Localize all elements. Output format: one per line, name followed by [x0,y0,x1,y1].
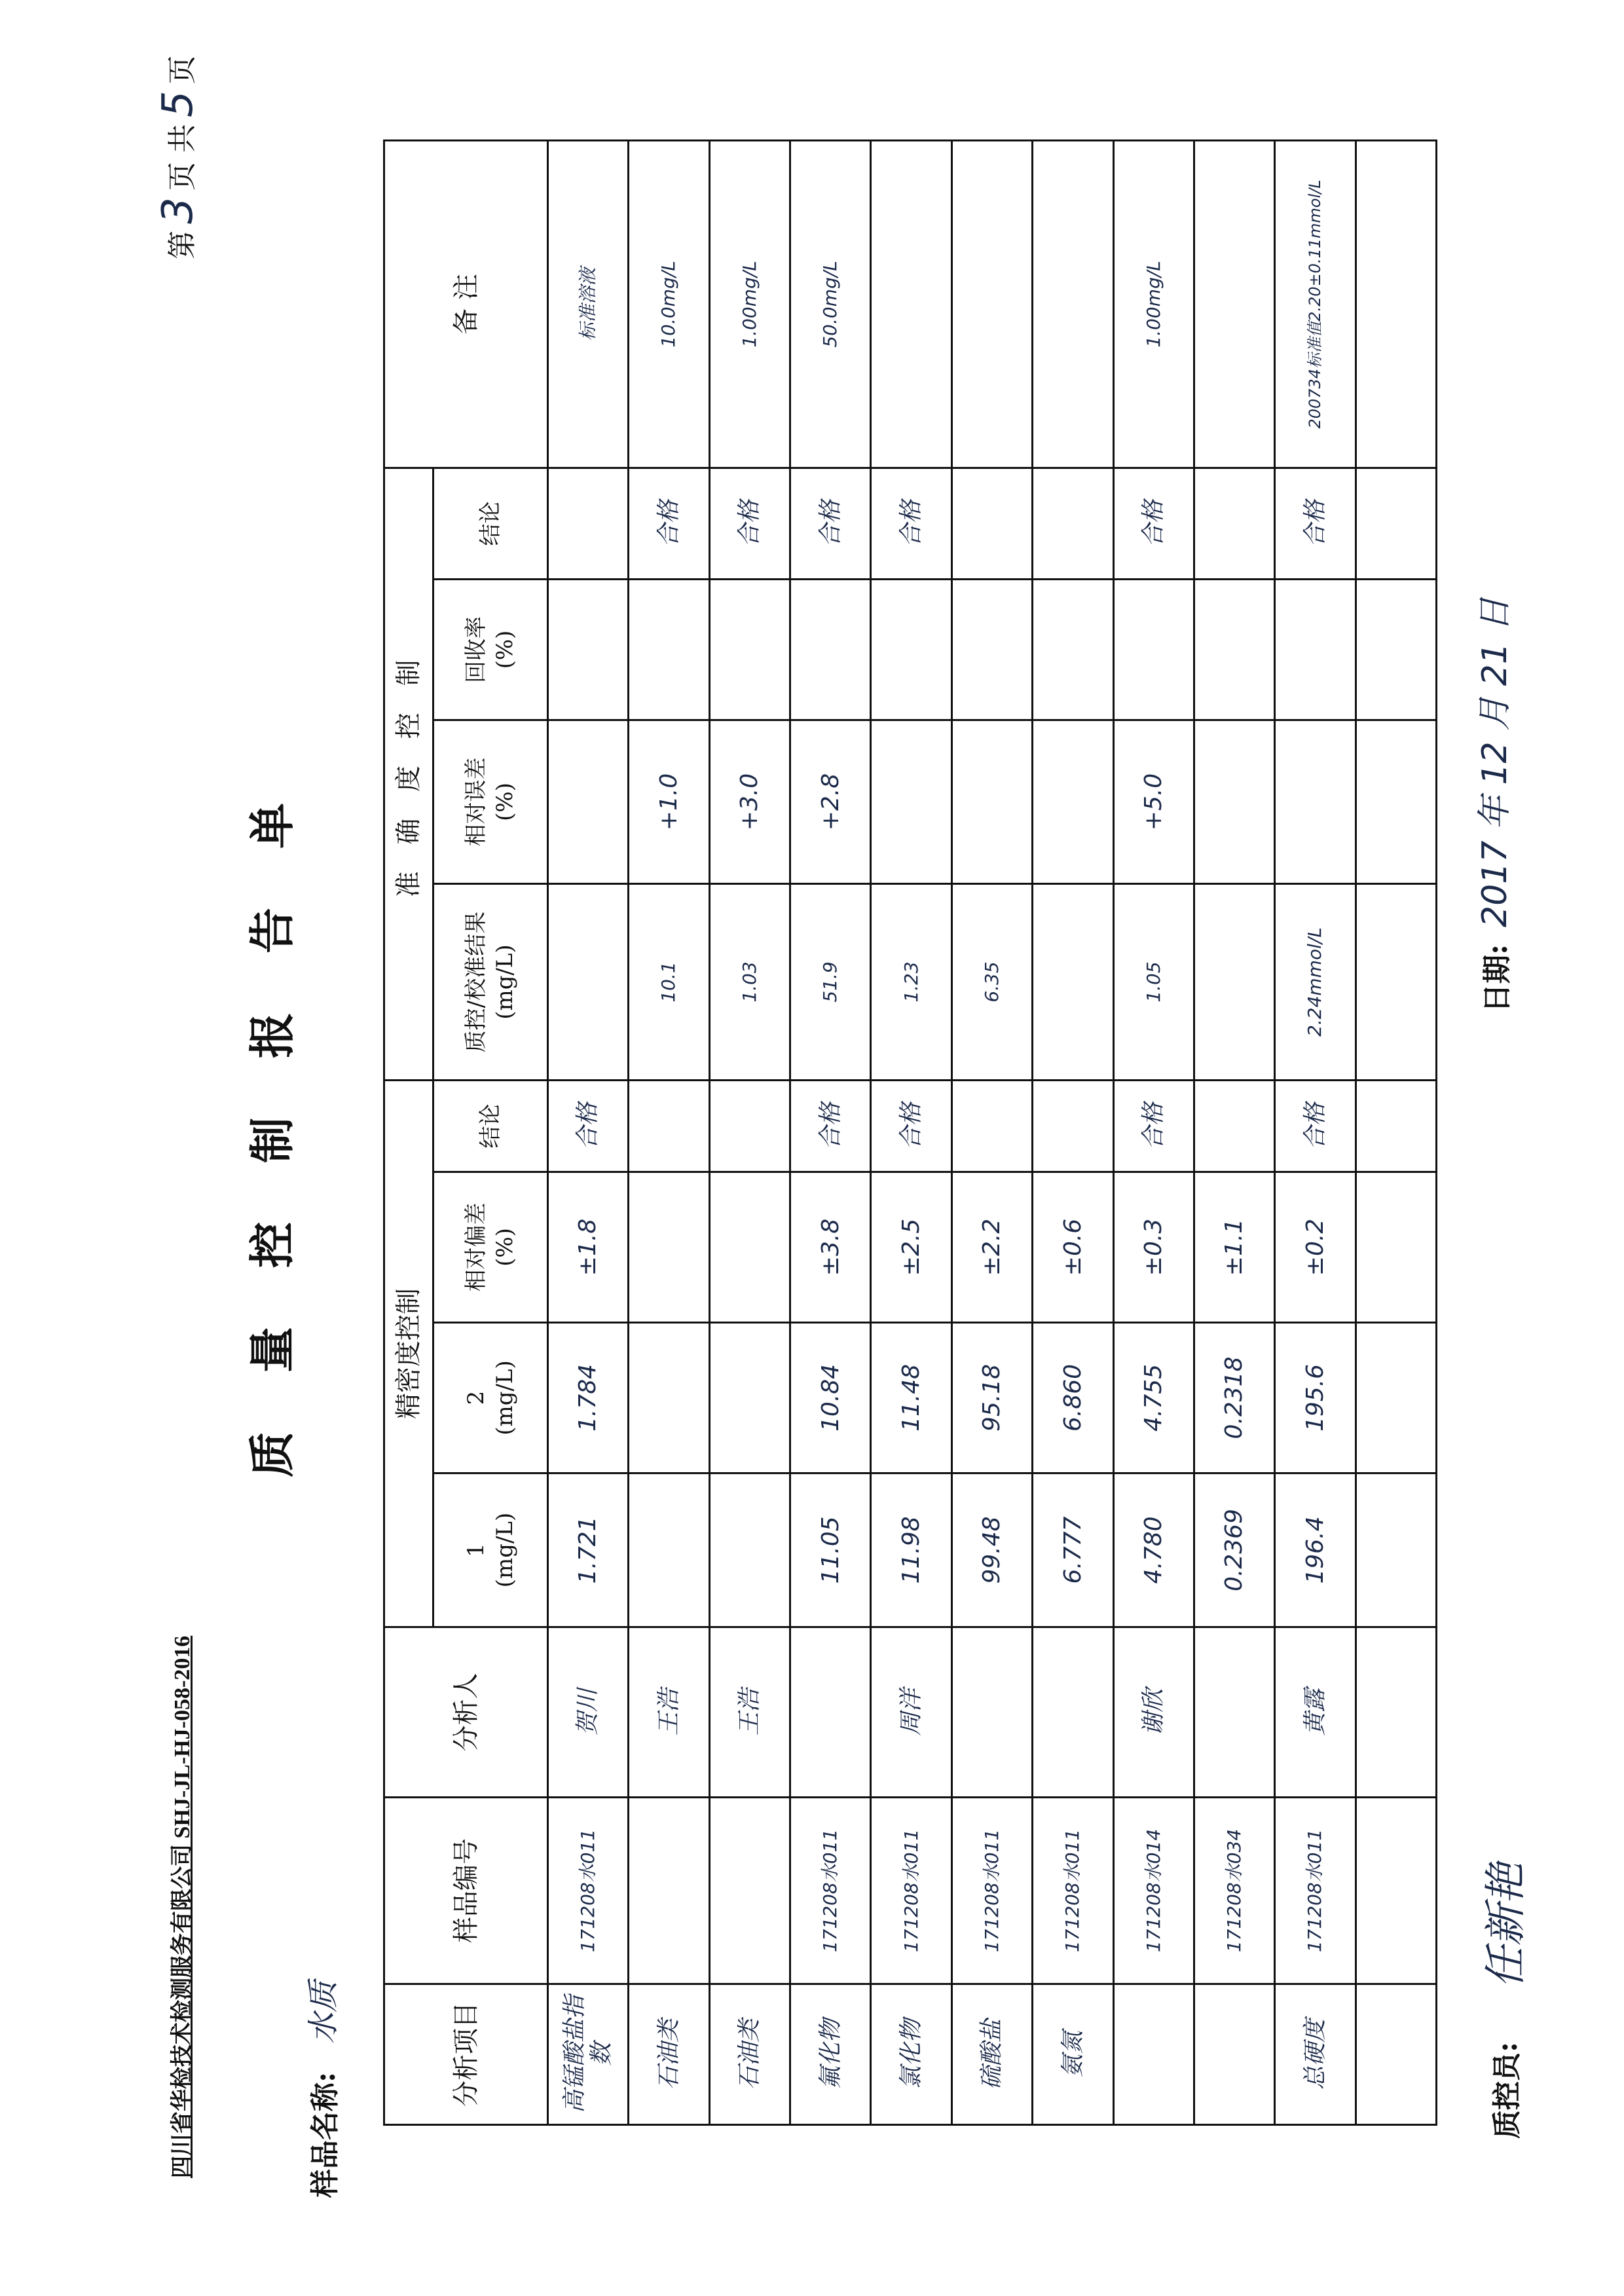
cell-rel-err [1356,720,1436,884]
table-row [629,140,709,2124]
cell-qc-result: 1.03 [709,884,790,1081]
cell-remark: 200734标准值2.20±0.11mmol/L [1275,140,1356,468]
header-p2: 2 (mg/L) [434,1323,548,1473]
cell-p2: 95.18 [951,1323,1032,1473]
cell-recovery [1275,580,1356,720]
qc-table [383,139,1437,2126]
cell-rel-dev: ±2.2 [951,1172,1032,1323]
table-row [1033,140,1113,2124]
cell-p2 [1356,1323,1436,1473]
cell-sample-no: 171208水014 [1113,1798,1194,1984]
header-acc-conclusion: 结论 [434,468,548,579]
cell-rel-dev: ±1.8 [548,1172,629,1323]
cell-conclusion [709,1081,790,1172]
cell-sample-no: 171208水011 [871,1798,951,1984]
cell-qc-result: 2.24mmol/L [1275,884,1356,1081]
cell-item: 氯化物 [871,1984,951,2125]
cell-p1: 4.780 [1113,1473,1194,1627]
header-accuracy-control: 准 确 度 控 制 [384,468,434,1080]
cell-analyst [1033,1627,1113,1798]
cell-item: 高锰酸盐指数 [548,1984,629,2125]
cell-p2: 0.2318 [1194,1323,1274,1473]
header-remarks: 备 注 [384,140,548,468]
cell-sample-no [1356,1798,1436,1984]
cell-p1 [709,1473,790,1627]
cell-remark [1356,140,1436,468]
cell-analyst [790,1627,871,1798]
cell-recovery [951,580,1032,720]
cell-item [1194,1984,1274,2125]
cell-recovery [871,580,951,720]
cell-rel-err [1275,720,1356,884]
cell-p2 [709,1323,790,1473]
cell-qc-result: 1.23 [871,884,951,1081]
cell-p1 [629,1473,709,1627]
date-label: 日期: [1481,944,1514,1012]
cell-analyst [1194,1627,1274,1798]
table-row [790,140,871,2124]
cell-analyst [1356,1627,1436,1798]
cell-sample-no: 171208水034 [1194,1798,1274,1984]
cell-qc-result [1033,884,1113,1081]
company-header: 四川省华检技术检测服务有限公司 SHJ-JL-HJ-058-2016 [170,1635,194,2178]
cell-p1 [1356,1473,1436,1627]
cell-acc-conclusion: 合格 [709,468,790,579]
cell-remark: 1.00mg/L [1113,140,1194,468]
table-row [871,140,951,2124]
cell-analyst: 贺川 [548,1627,629,1798]
cell-recovery [1356,580,1436,720]
table-row [1275,140,1356,2124]
page-number [154,56,202,259]
cell-rel-err: +3.0 [709,720,790,884]
cell-acc-conclusion: 合格 [790,468,871,579]
cell-conclusion [1033,1081,1113,1172]
document-title: 质量控制报告单 [245,744,299,1477]
cell-p2: 11.48 [871,1323,951,1473]
table-row [1356,140,1436,2124]
cell-recovery [1194,580,1274,720]
cell-p2: 195.6 [1275,1323,1356,1473]
cell-conclusion [951,1081,1032,1172]
cell-remark [951,140,1032,468]
cell-item [1356,1984,1436,2125]
cell-p1: 0.2369 [1194,1473,1274,1627]
cell-item: 石油类 [709,1984,790,2125]
cell-p1: 99.48 [951,1473,1032,1627]
cell-remark [871,140,951,468]
cell-item: 氨氮 [1033,1984,1113,2125]
cell-recovery [1113,580,1194,720]
cell-sample-no [709,1798,790,1984]
cell-remark: 标准溶液 [548,140,629,468]
cell-p2 [629,1323,709,1473]
cell-acc-conclusion: 合格 [1275,468,1356,579]
cell-rel-dev [629,1172,709,1323]
cell-conclusion [1356,1081,1436,1172]
cell-rel-err: +1.0 [629,720,709,884]
header-rel-err: 相对误差 (%) [434,720,548,884]
cell-p1: 6.777 [1033,1473,1113,1627]
cell-rel-dev: ±0.6 [1033,1172,1113,1323]
cell-rel-dev: ±2.5 [871,1172,951,1323]
cell-qc-result: 1.05 [1113,884,1194,1081]
cell-sample-no: 171208水011 [1033,1798,1113,1984]
cell-qc-result: 51.9 [790,884,871,1081]
cell-p2: 6.860 [1033,1323,1113,1473]
header-item: 分析项目 [384,1984,548,2125]
cell-acc-conclusion [1033,468,1113,579]
header-conclusion: 结论 [434,1081,548,1172]
cell-qc-result [548,884,629,1081]
cell-rel-err [951,720,1032,884]
cell-rel-err [871,720,951,884]
cell-sample-no: 171208水011 [1275,1798,1356,1984]
cell-qc-result [1356,884,1436,1081]
cell-conclusion: 合格 [871,1081,951,1172]
cell-item: 氟化物 [790,1984,871,2125]
cell-remark: 50.0mg/L [790,140,871,468]
header-precision-control: 精密度控制 [384,1081,434,1627]
qc-person-label: 质控员: [1490,2041,1524,2139]
cell-recovery [790,580,871,720]
cell-qc-result: 10.1 [629,884,709,1081]
cell-analyst: 王浩 [709,1627,790,1798]
cell-item [1113,1984,1194,2125]
cell-analyst: 黄露 [1275,1627,1356,1798]
page-current: 3 [154,197,202,224]
cell-item: 总硬度 [1275,1984,1356,2125]
cell-qc-result: 6.35 [951,884,1032,1081]
cell-analyst: 周洋 [871,1627,951,1798]
cell-analyst: 王浩 [629,1627,709,1798]
page-total: 5 [154,90,202,118]
cell-acc-conclusion: 合格 [871,468,951,579]
cell-p2: 1.784 [548,1323,629,1473]
cell-conclusion: 合格 [548,1081,629,1172]
cell-rel-dev: ±0.2 [1275,1172,1356,1323]
cell-analyst: 谢欣 [1113,1627,1194,1798]
table-row [1194,140,1274,2124]
cell-rel-dev [1356,1172,1436,1323]
cell-sample-no: 171208水011 [951,1798,1032,1984]
page-prefix: 第 [166,231,199,259]
cell-acc-conclusion [548,468,629,579]
cell-recovery [1033,580,1113,720]
cell-acc-conclusion: 合格 [1113,468,1194,579]
cell-rel-err [1033,720,1113,884]
cell-recovery [709,580,790,720]
sample-name-value: 水质 [305,1980,342,2044]
sample-name-label: 样品名称: [308,2071,342,2198]
cell-rel-dev: ±0.3 [1113,1172,1194,1323]
cell-rel-err [1194,720,1274,884]
qc-person-signature: 任新艳 [1482,1862,1530,1988]
header-qc-result: 质控/校准结果 (mg/L) [434,884,548,1081]
cell-sample-no: 171208水011 [790,1798,871,1984]
cell-acc-conclusion [1194,468,1274,579]
cell-rel-dev: ±3.8 [790,1172,871,1323]
table-row [548,140,629,2124]
cell-conclusion: 合格 [790,1081,871,1172]
cell-recovery [548,580,629,720]
header-sample-no: 样品编号 [384,1798,548,1984]
header-recovery: 回收率 (%) [434,580,548,720]
cell-remark [1194,140,1274,468]
cell-p1: 11.05 [790,1473,871,1627]
date-value: 2017 年 12 月 21 日 [1475,597,1515,927]
cell-sample-no: 171208水011 [548,1798,629,1984]
cell-item: 硫酸盐 [951,1984,1032,2125]
cell-remark [1033,140,1113,468]
header-analyst: 分析人 [384,1627,548,1798]
page-suffix: 页 [166,55,199,84]
cell-rel-err: +5.0 [1113,720,1194,884]
cell-sample-no [629,1798,709,1984]
cell-conclusion: 合格 [1275,1081,1356,1172]
cell-item: 石油类 [629,1984,709,2125]
cell-p1: 1.721 [548,1473,629,1627]
cell-remark: 1.00mg/L [709,140,790,468]
cell-conclusion [629,1081,709,1172]
cell-rel-err: +2.8 [790,720,871,884]
table-row [1113,140,1194,2124]
cell-conclusion [1194,1081,1274,1172]
cell-rel-dev [709,1172,790,1323]
cell-p2: 4.755 [1113,1323,1194,1473]
cell-analyst [951,1627,1032,1798]
cell-p2: 10.84 [790,1323,871,1473]
header-rel-dev: 相对偏差 (%) [434,1172,548,1323]
cell-recovery [629,580,709,720]
table-body [548,140,1437,2124]
cell-acc-conclusion: 合格 [629,468,709,579]
cell-rel-err [548,720,629,884]
table-row [709,140,790,2124]
cell-acc-conclusion [1356,468,1436,579]
cell-acc-conclusion [951,468,1032,579]
cell-qc-result [1194,884,1274,1081]
cell-p1: 11.98 [871,1473,951,1627]
cell-p1: 196.4 [1275,1473,1356,1627]
cell-rel-dev: ±1.1 [1194,1172,1274,1323]
cell-conclusion: 合格 [1113,1081,1194,1172]
cell-remark: 10.0mg/L [629,140,709,468]
table-row [951,140,1032,2124]
header-p1: 1 (mg/L) [434,1473,548,1627]
page-mid: 页 共 [166,124,199,191]
